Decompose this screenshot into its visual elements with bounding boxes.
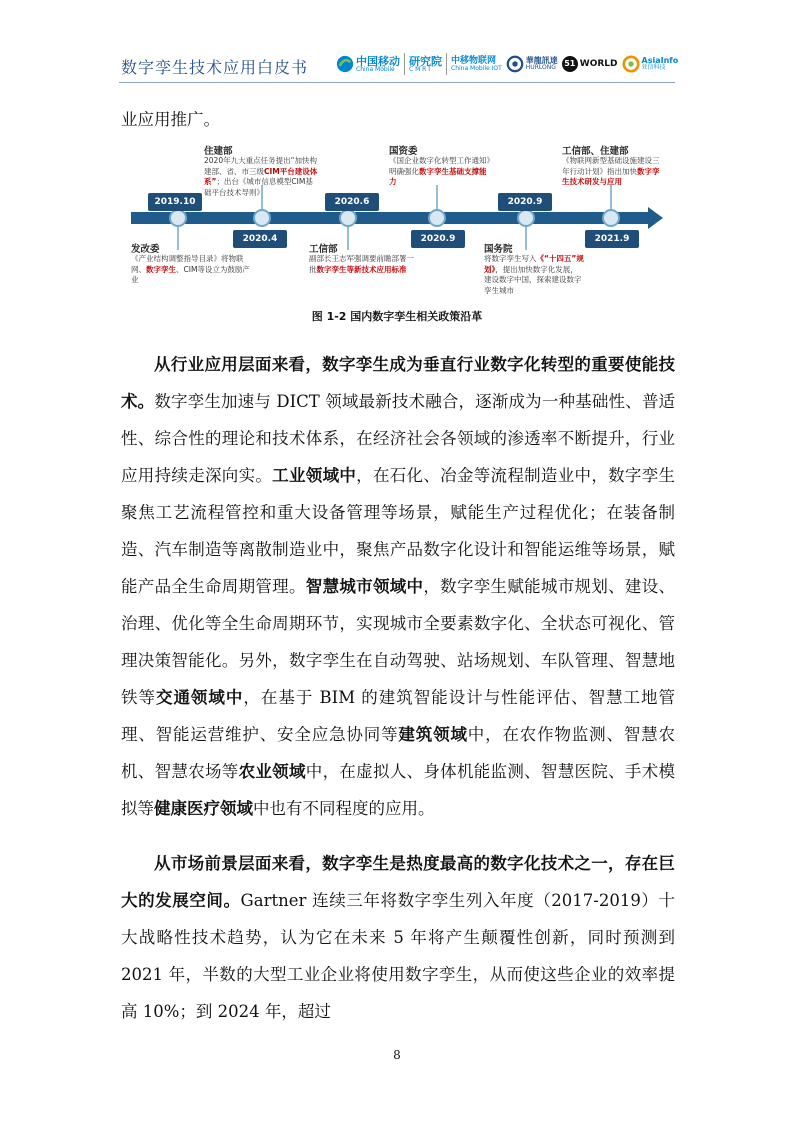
- bold-phrase: 从市场前景层面来看，数字孪生是热度最高的数字化技术之一，存在巨大的发展空间。: [121, 854, 675, 910]
- logo-name: 華龍訊達: [525, 56, 558, 65]
- timeline-org: 国务院: [484, 244, 513, 255]
- highlight-phrase: CIM平台建设体系”: [204, 166, 318, 186]
- bold-phrase: 从行业应用层面来看，数字孪生成为垂直行业数字化转型的重要使能技术。: [121, 355, 675, 411]
- logo-sub: 亚信科技: [641, 64, 666, 71]
- timeline-node: [518, 210, 534, 226]
- highlight-phrase: 数字孪生等新技术应用标准: [316, 264, 407, 274]
- timeline-arrow: [131, 207, 663, 229]
- text-run: 《产业结构调整指导目录》将物联网、: [131, 254, 244, 274]
- bold-phrase: 工业领域中: [272, 466, 357, 485]
- timeline-description: [389, 156, 493, 188]
- timeline-node: [429, 210, 445, 226]
- timeline-org: 工信部: [309, 244, 338, 255]
- bold-phrase: 健康医疗领域: [154, 799, 253, 818]
- highlight-phrase: 《“十四五”规划》: [484, 254, 584, 274]
- timeline-node: [340, 210, 356, 226]
- logo-sub: China Mobile IOT: [451, 64, 502, 72]
- highlight-phrase: 数字孪生技术研发与应用: [562, 166, 660, 186]
- timeline-date: 2020.6: [325, 193, 379, 211]
- highlight-phrase: 数字孪生: [146, 264, 176, 274]
- text-run: 中，在虚拟人、身体机能监测、智慧医院、手术模拟等: [121, 762, 675, 818]
- intro-line: 业应用推广。: [121, 110, 220, 129]
- timeline-description: [562, 156, 666, 188]
- timeline-org: 国资委: [389, 146, 418, 157]
- timeline-description: [484, 254, 584, 296]
- timeline-description: [204, 156, 320, 198]
- bold-phrase: 交通领域中: [155, 688, 244, 707]
- timeline-description: [309, 254, 414, 275]
- text-run: 将数字孪生写入: [484, 254, 537, 263]
- text-run: 中，在农作物监测、智慧农机、智慧农场等: [121, 725, 676, 781]
- figure-caption: 图 1-2 国内数字孪生相关政策沿革: [311, 310, 483, 323]
- logo-name: 研究院: [409, 54, 442, 68]
- text-run: ，在基于 BIM 的建筑智能设计与性能评估、智慧工地管理、智能运营维护、安全应急协同等: [121, 688, 676, 744]
- paragraph-market: [121, 845, 675, 1030]
- logo-name: AsiaInfo: [641, 56, 679, 65]
- timeline-date: 2021.9: [585, 230, 639, 248]
- text-run: ，提出加快数字化发展，建设数字中国，探索建设数字孪生城市: [484, 264, 582, 295]
- paragraph-industry: [121, 346, 675, 827]
- logo-sub: China Mobile: [356, 65, 395, 73]
- timeline-node: [603, 210, 619, 226]
- timeline-date: 2020.4: [233, 230, 287, 248]
- text-run: ，数字孪生赋能城市规划、建设、治理、优化等全生命周期环节，实现城市全要素数字化、全状态可视化、管理决策智能化。另外，数字孪生在自动驾驶、站场规划、车队管理、智慧地铁等: [121, 577, 675, 707]
- logo-name: 中国移动: [356, 54, 400, 68]
- text-run: Gartner 连续三年将数字孪生列入年度（2017-2019）十大战略性技术趋势，认为它在未来 5 年将产生颠覆性创新，同时预测到 2021 年，半数的大型工业企业将使用数字孪生，从而使这些企业的效率提高 10%；到 2024 年，超过: [121, 891, 675, 1021]
- policy-timeline-figure: [0, 0, 794, 330]
- logo-name: 中移物联网: [451, 55, 497, 66]
- logo-name: WORLD: [579, 59, 618, 69]
- timeline-org: 发改委: [131, 244, 160, 255]
- timeline-node: [170, 210, 186, 226]
- text-run: ，在石化、冶金等流程制造业中，数字孪生聚焦工艺流程管控和重大设备管理等场景，赋能生产过程优化；在装备制造、汽车制造等离散制造业中，聚焦产品数字化设计和智能运维等场景，赋能产品全生命周期管理。: [121, 466, 675, 596]
- text-run: ；出台《城市信息模型CIM基础平台技术导则》: [204, 177, 313, 197]
- bold-phrase: 农业领域: [238, 762, 306, 781]
- timeline-description: [131, 254, 251, 286]
- logo-sub: HURLONG: [525, 64, 556, 71]
- text-run: 副部长王志军强调要前瞻部署一批: [309, 254, 414, 274]
- text-run: 2020年九大重点任务提出“加快构建部、省、市三级: [204, 156, 317, 176]
- bold-phrase: 建筑领域: [398, 725, 468, 744]
- text-run: 《物联网新型基础设施建设三年行动计划》指出加快: [562, 156, 660, 176]
- timeline-date: 2019.10: [148, 193, 202, 211]
- 51world-mark: 51: [562, 56, 578, 72]
- text-run: 中也有不同程度的应用。: [253, 799, 435, 818]
- timeline-date: 2020.9: [498, 193, 552, 211]
- page-number: 8: [393, 1048, 401, 1062]
- text-run: 《国企业数字化转型工作通知》明确强化: [389, 156, 491, 176]
- header-title: 数字孪生技术应用白皮书: [121, 58, 309, 77]
- timeline-org: 工信部、住建部: [562, 146, 629, 157]
- highlight-phrase: 数字孪生基础支撑能力: [389, 166, 487, 186]
- timeline-org: 住建部: [204, 146, 233, 157]
- timeline-date: 2020.9: [411, 230, 465, 248]
- text-run: 、CIM等设立为鼓励产业: [131, 264, 250, 284]
- logo-sub: C M R I: [409, 65, 431, 73]
- text-run: 数字孪生加速与 DICT 领域最新技术融合，逐渐成为一种基础性、普适性、综合性的理论和技术体系，在经济社会各领域的渗透率不断提升，行业应用持续走深向实。: [121, 392, 676, 485]
- bold-phrase: 智慧城市领域中: [305, 577, 424, 596]
- timeline-node: [254, 210, 270, 226]
